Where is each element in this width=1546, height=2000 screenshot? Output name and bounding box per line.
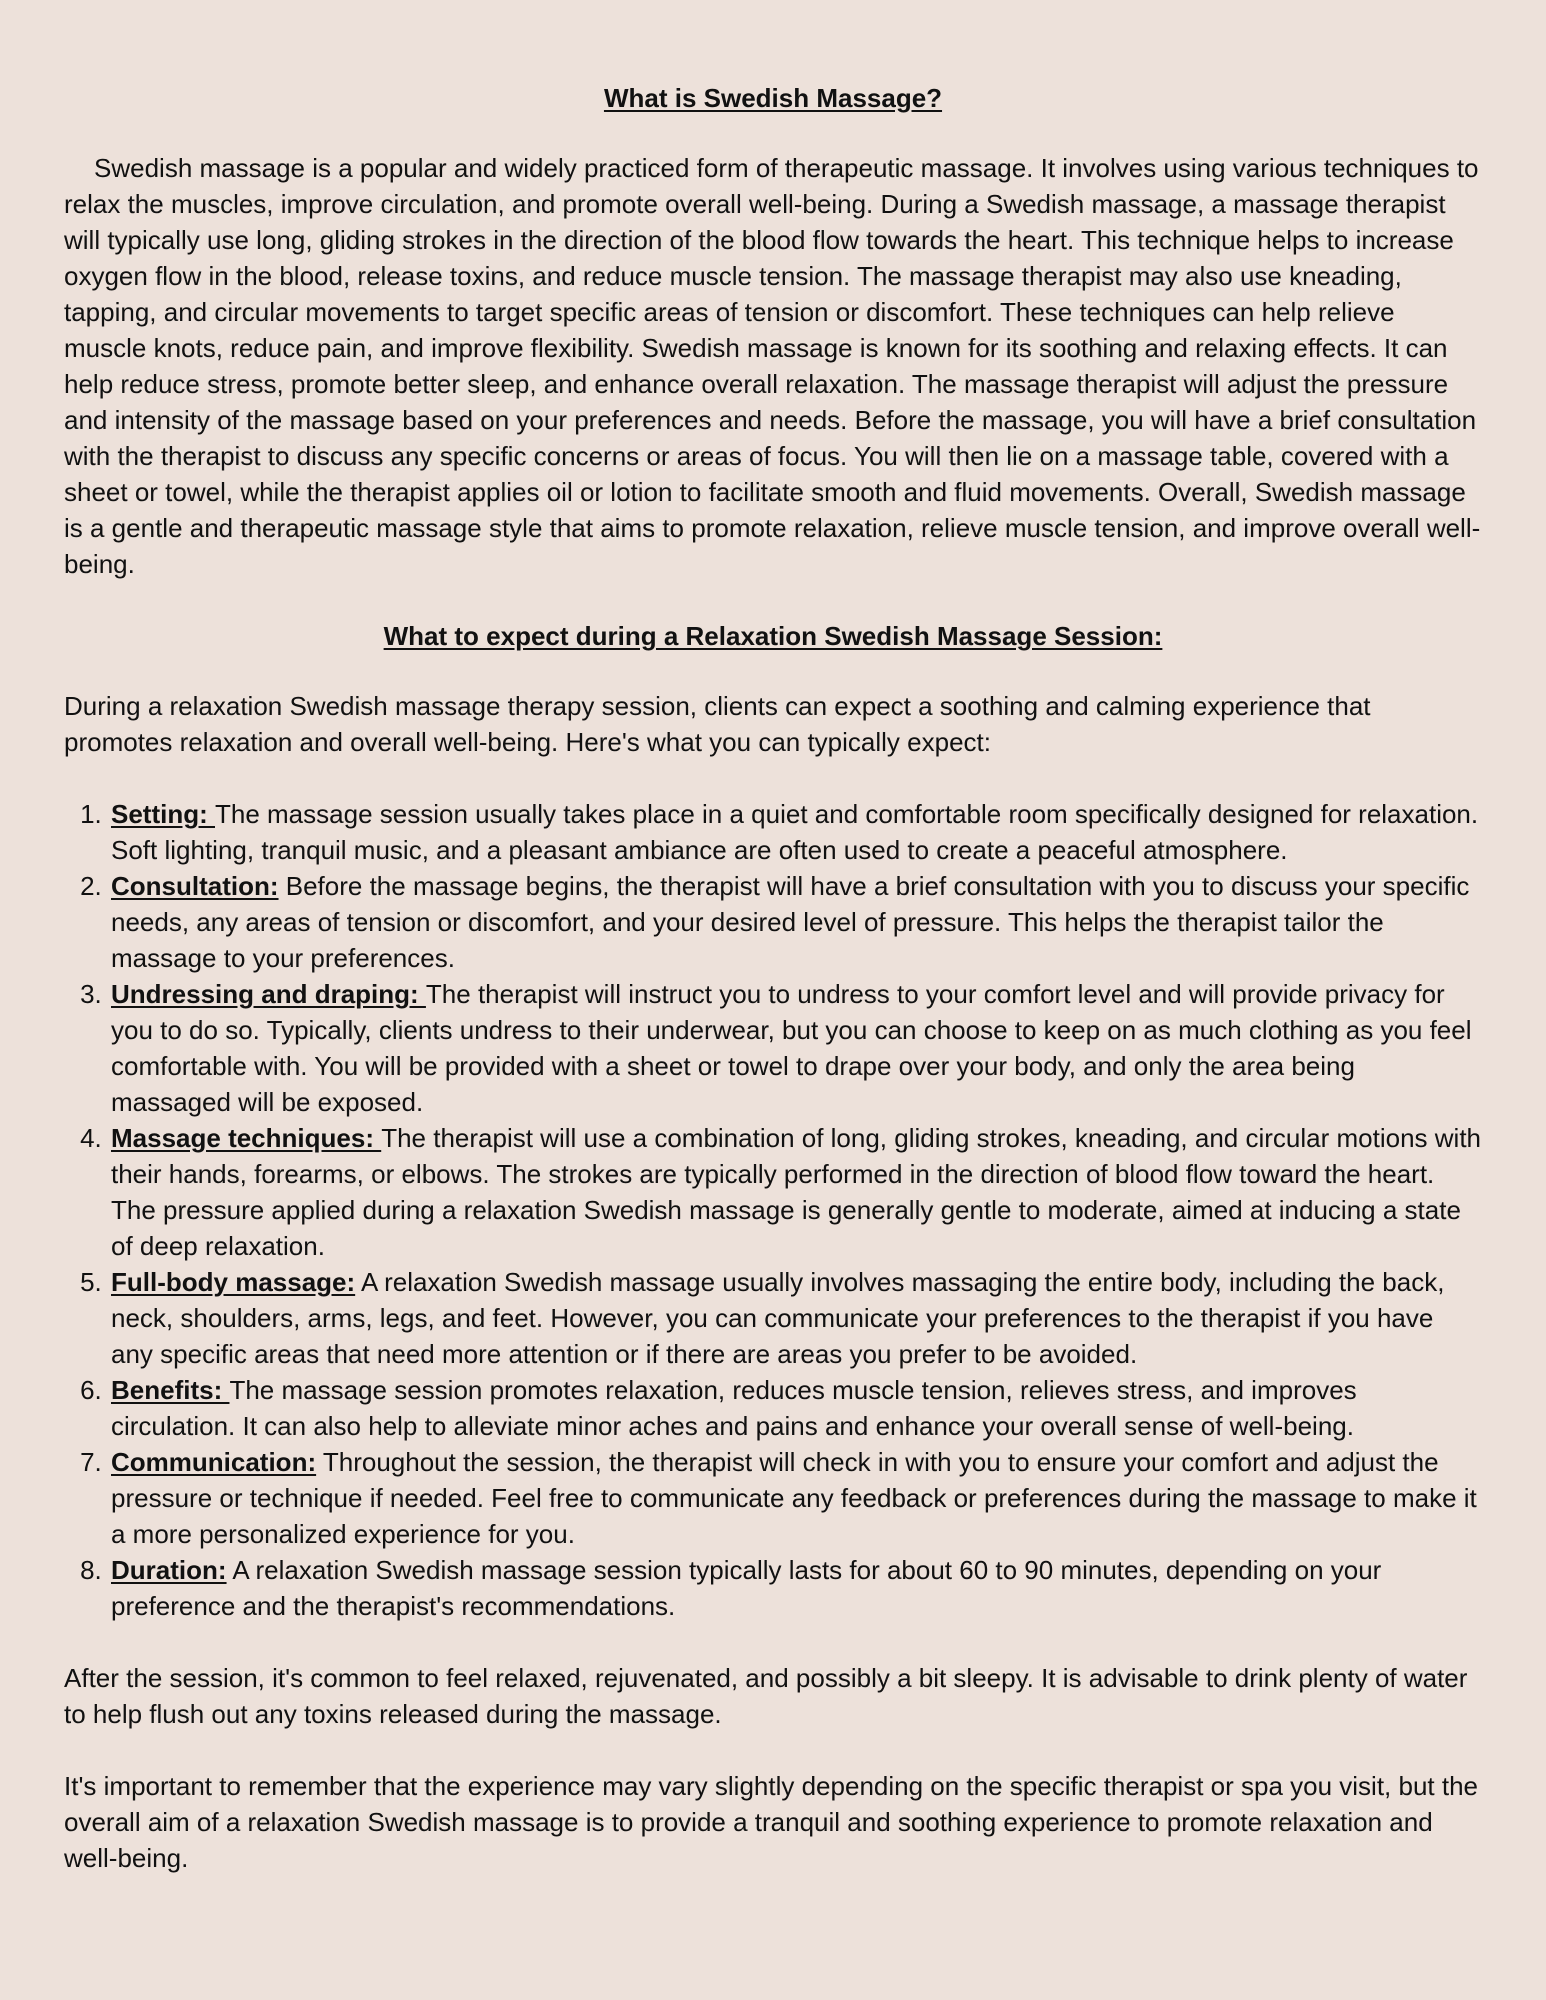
step-title: Massage techniques: [111, 1123, 382, 1153]
step-text: The therapist will use a combination of long, gliding strokes, kneading, and circular motions with their hands, forearms, or elbows. The strokes are typically performed in the direction of blood flow toward the heart. The pressure applied during a relaxation Swedish massage is generally gentle to moderate, aimed at inducing a state of deep relaxation. [111, 1123, 1481, 1261]
list-item-full-body-massage [109, 1264, 1482, 1372]
step-title: Duration: [111, 1555, 227, 1585]
step-text: Throughout the session, the therapist will check in with you to ensure your comfort and adjust the pressure or technique if needed. Feel free to communicate any feedback or preferences during the massage to make it a more personalized experience for you. [111, 1447, 1477, 1549]
list-item-communication [109, 1444, 1482, 1552]
list-item-duration [109, 1552, 1482, 1624]
list-item-setting [109, 796, 1482, 868]
after-session-paragraph: After the session, it's common to feel relaxed, rejuvenated, and possibly a bit sleepy. It is advisable to drink plenty of water to help flush out any toxins released during the massage. [64, 1663, 1468, 1729]
expect-intro-paragraph: During a relaxation Swedish massage therapy session, clients can expect a soothing and calming experience that promotes relaxation and overall well-being. Here's what you can typically expect: [64, 691, 1371, 757]
step-text: A relaxation Swedish massage usually involves massaging the entire body, including the back, neck, shoulders, arms, legs, and feet. However, you can communicate your preferences to the therapist if you have any specific areas that need more attention or if there are areas you prefer to be avoided. [111, 1267, 1445, 1369]
step-title: Full-body massage: [111, 1267, 356, 1297]
step-title: Undressing and draping: [111, 979, 426, 1009]
section-title-what-to-expect: What to expect during a Relaxation Swedish Massage Session: [383, 621, 1163, 651]
step-text: The massage session promotes relaxation, reduces muscle tension, relieves stress, and improves circulation. It can also help to alleviate minor aches and pains and enhance your overall sense of well-being. [111, 1375, 1357, 1441]
step-title: Communication: [111, 1447, 317, 1477]
step-title: Consultation: [111, 871, 279, 901]
step-title: Setting: [111, 799, 215, 829]
step-text: Before the massage begins, the therapist will have a brief consultation with you to discuss your specific needs, any areas of tension or discomfort, and your desired level of pressure. This helps the therapist tailor the massage to your preferences. [111, 871, 1470, 973]
list-item-massage-techniques [109, 1120, 1482, 1264]
closing-paragraph: It's important to remember that the experience may vary slightly depending on the specific therapist or spa you visit, but the overall aim of a relaxation Swedish massage is to provide a tranquil and soothing experience to promote relaxation and well-being. [64, 1771, 1479, 1873]
list-item-consultation [109, 868, 1482, 976]
intro-paragraph: Swedish massage is a popular and widely practiced form of therapeutic massage. It involves using various techniques to relax the muscles, improve circulation, and promote overall well-being. During a Swedish massage, a massage therapist will typically use long, gliding strokes in the direction of the blood flow towards the heart. This technique helps to increase oxygen flow in the blood, release toxins, and reduce muscle tension. The massage therapist may also use kneading, tapping, and circular movements to target specific areas of tension or discomfort. These techniques can help relieve muscle knots, reduce pain, and improve flexibility. Swedish massage is known for its soothing and relaxing effects. It can help reduce stress, promote better sleep, and enhance overall relaxation. The massage therapist will adjust the pressure and intensity of the massage based on your preferences and needs. Before the massage, you will have a brief consultation with the therapist to discuss any specific concerns or areas of focus. You will then lie on a massage table, covered with a sheet or towel, while the therapist applies oil or lotion to facilitate smooth and fluid movements. Overall, Swedish massage is a gentle and therapeutic massage style that aims to promote relaxation, relieve muscle tension, and improve overall well-being. [64, 153, 1481, 579]
section-title-what-is-swedish-massage: What is Swedish Massage? [603, 83, 943, 113]
step-title: Benefits: [111, 1375, 230, 1405]
list-item-undressing-and-draping [109, 976, 1482, 1120]
list-item-benefits [109, 1372, 1482, 1444]
expectation-steps-list [64, 796, 1482, 1624]
step-text: The therapist will instruct you to undress to your comfort level and will provide privacy for you to do so. Typically, clients undress to their underwear, but you can choose to keep on as much clothing as you feel comfortable with. You will be provided with a sheet or towel to drape over your body, and only the area being massaged will be exposed. [111, 979, 1472, 1117]
step-text: The massage session usually takes place in a quiet and comfortable room specifically designed for relaxation. Soft lighting, tranquil music, and a pleasant ambiance are often used to create a peaceful atmosphere. [111, 799, 1479, 865]
step-text: A relaxation Swedish massage session typically lasts for about 60 to 90 minutes, depending on your preference and the therapist's recommendations. [111, 1555, 1382, 1621]
